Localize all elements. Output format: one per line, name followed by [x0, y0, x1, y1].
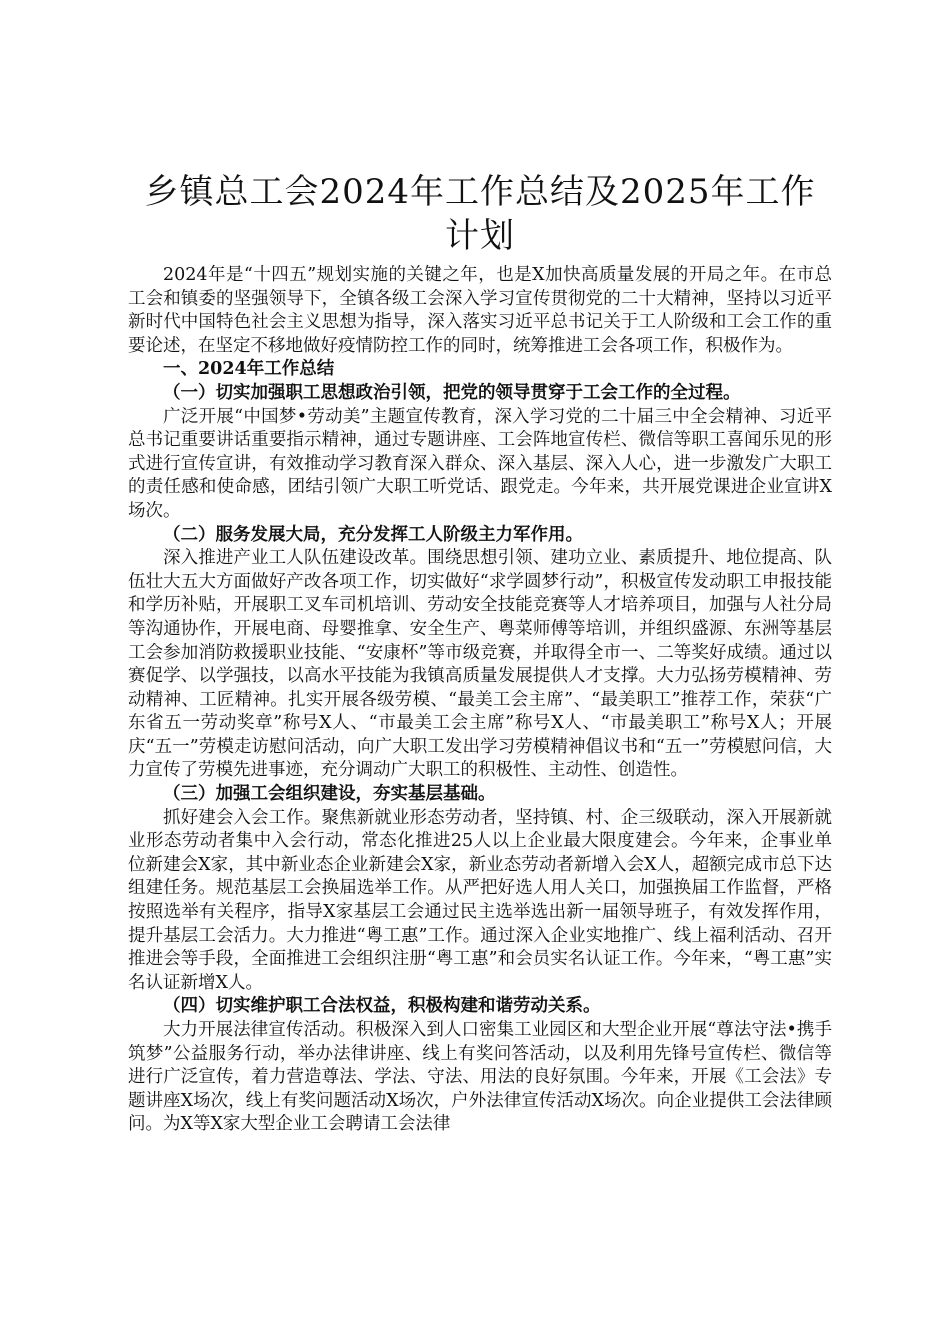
subsection-heading-1: （一）切实加强职工思想政治引领，把党的领导贯穿于工会工作的全过程。: [163, 382, 741, 403]
subsection-heading-2: （二）服务发展大局，充分发挥工人阶级主力军作用。: [163, 524, 583, 545]
intro-paragraph: 2024年是“十四五”规划实施的关键之年，也是X加快高质量发展的开局之年。在市总工会和镇委的坚强领导下，全镇各级工会深入学习宣传贯彻党的二十大精神，坚持以习近平新时代中国特色社会主义思想为指导，深入落实习近平总书记关于工人阶级和工会工作的重要论述，在坚定不移地做好疫情防控工作的同时，统筹推进工会各项工作，积极作为。: [128, 265, 832, 356]
section-heading-summary: 一、2024年工作总结: [163, 359, 335, 380]
document-page: [128, 170, 832, 1137]
document-title: 乡镇总工会2024年工作总结及2025年工作计划: [144, 172, 816, 256]
subsection-heading-3: （三）加强工会组织建设，夯实基层基础。: [163, 784, 496, 805]
subsection-body-2: 深入推进产业工人队伍建设改革。围绕思想引领、建功立业、素质提升、地位提高、队伍壮大五大方面做好产改各项工作，切实做好“求学圆梦行动”，积极宣传发动职工申报技能和学历补贴，开展职工叉车司机培训、劳动安全技能竞赛等人才培养项目，加强与人社分局等沟通协作，开展电商、母婴推拿、安全生产、粤菜师傅等培训，并组织盛源、东洲等基层工会参加消防救援职业技能、“安康杯”等市级竞赛，并取得全市一、二等奖好成绩。通过以赛促学、以学强技，以高水平技能为我镇高质量发展提供人才支撑。大力弘扬劳模精神、劳动精神、工匠精神。扎实开展各级劳模、“最美工会主席”、“最美职工”推荐工作，荣获“广东省五一劳动奖章”称号X人、“市最美工会主席”称号X人、“市最美职工”称号X人；开展庆“五一”劳模走访慰问活动，向广大职工发出学习劳模精神倡议书和“五一”劳模慰问信，大力宣传了劳模先进事迹，充分调动广大职工的积极性、主动性、创造性。: [128, 548, 832, 781]
subsection-body-3: 抓好建会入会工作。聚焦新就业形态劳动者，坚持镇、村、企三级联动，深入开展新就业形态劳动者集中入会行动，常态化推进25人以上企业最大限度建会。今年来，企事业单位新建会X家，其中新业态企业新建会X家，新业态劳动者新增入会X人，超额完成市总下达组建任务。规范基层工会换届选举工作。从严把好选人用人关口，加强换届工作监督，严格按照选举有关程序，指导X家基层工会通过民主选举选出新一届领导班子，有效发挥作用，提升基层工会活力。大力推进“粤工惠”工作。通过深入企业实地推广、线上福利活动、召开推进会等手段，全面推进工会组织注册“粤工惠”和会员实名认证工作。今年来，“粤工惠”实名认证新增X人。: [128, 807, 832, 993]
subsection-heading-4: （四）切实维护职工合法权益，积极构建和谐劳动关系。: [163, 996, 601, 1017]
subsection-body-4: 大力开展法律宣传活动。积极深入到人口密集工业园区和大型企业开展“尊法守法•携手筑梦”公益服务行动，举办法律讲座、线上有奖问答活动，以及利用先锋号宣传栏、微信等进行广泛宣传，着力营造尊法、学法、守法、用法的良好氛围。今年来，开展《工会法》专题讲座X场次，线上有奖问题活动X场次，户外法律宣传活动X场次。向企业提供工会法律顾问。为X等X家大型企业工会聘请工会法律: [128, 1020, 832, 1135]
subsection-body-1: 广泛开展“中国梦•劳动美”主题宣传教育，深入学习党的二十届三中全会精神、习近平总书记重要讲话重要指示精神，通过专题讲座、工会阵地宣传栏、微信等职工喜闻乐见的形式进行宣传宣讲，有效推动学习教育深入群众、深入基层、深入人心，进一步激发广大职工的责任感和使命感，团结引领广大职工听党话、跟党走。今年来，共开展党课进企业宣讲X场次。: [128, 406, 832, 521]
